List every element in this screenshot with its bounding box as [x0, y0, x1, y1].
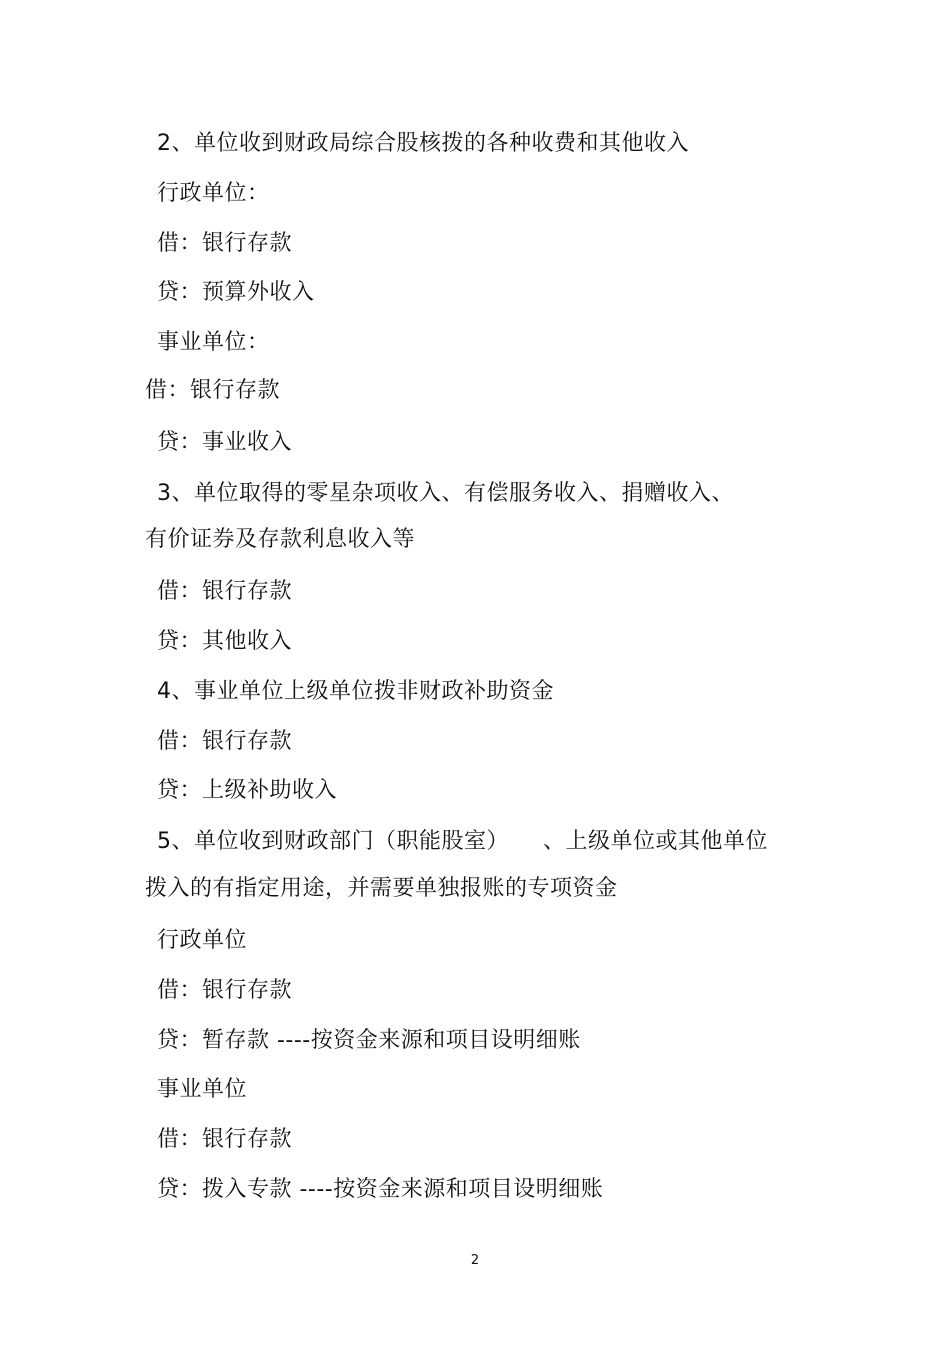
debit-line: 借：银行存款	[157, 1127, 293, 1152]
debit-line: 借：银行存款	[157, 978, 293, 1003]
credit-line: 贷：其他收入	[157, 629, 293, 654]
debit-line: 借：银行存款	[145, 378, 281, 403]
text-line: 有价证券及存款利息收入等	[145, 527, 416, 552]
credit-line: 贷：拨入专款 ----按资金来源和项目设明细账	[157, 1177, 604, 1202]
credit-line: 贷：事业收入	[157, 430, 293, 455]
debit-line: 借：银行存款	[157, 729, 293, 754]
heading-item-4: 4、事业单位上级单位拨非财政补助资金	[157, 679, 554, 704]
text-line: 行政单位	[157, 928, 248, 953]
credit-line: 贷：上级补助收入	[157, 778, 338, 803]
heading-item-2: 2、单位收到财政局综合股核拨的各种收费和其他收入	[157, 131, 689, 156]
debit-line: 借：银行存款	[157, 579, 293, 604]
credit-line: 贷：预算外收入	[157, 280, 315, 305]
credit-line: 贷：暂存款 ----按资金来源和项目设明细账	[157, 1028, 581, 1053]
heading-item-5: 5、单位收到财政部门（职能股室） 、上级单位或其他单位	[157, 829, 768, 854]
text-line: 行政单位：	[157, 181, 270, 206]
text-line: 拨入的有指定用途，并需要单独报账的专项资金	[145, 876, 618, 901]
text-line: 事业单位：	[157, 330, 270, 355]
heading-item-3: 3、单位取得的零星杂项收入、有偿服务收入、捐赠收入、	[157, 481, 734, 506]
debit-line: 借：银行存款	[157, 231, 293, 256]
text-line: 事业单位	[157, 1077, 248, 1102]
page-number: 2	[470, 1253, 480, 1268]
